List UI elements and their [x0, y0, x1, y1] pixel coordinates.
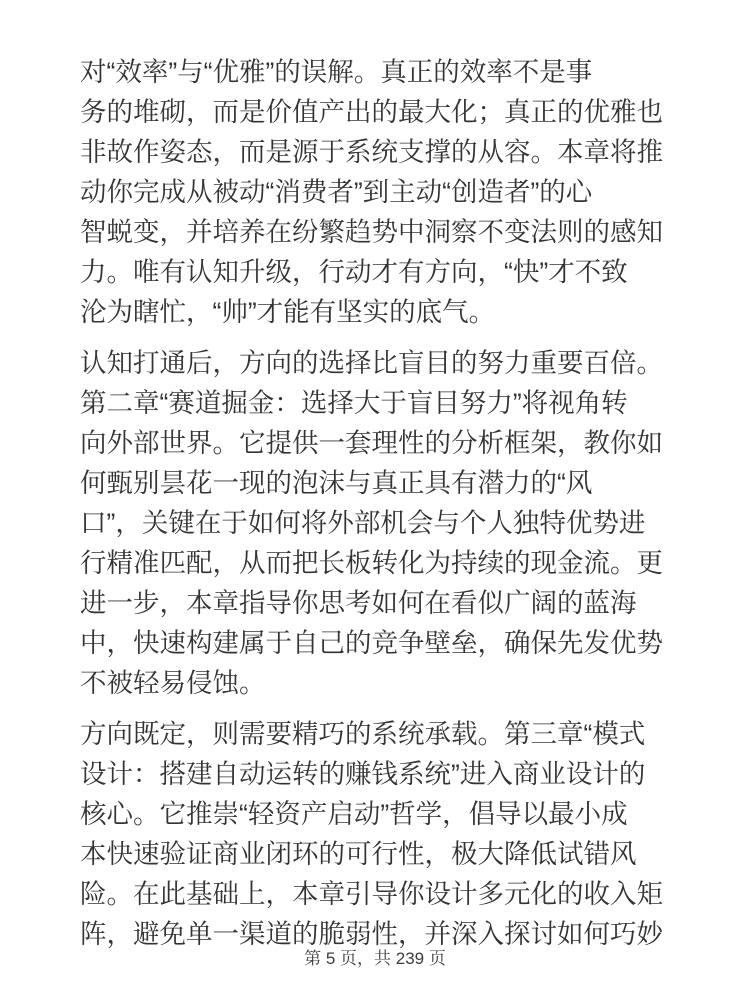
text-line: 险。在此基础上，本章引导你设计多元化的收入矩 — [80, 879, 663, 909]
paragraph — [80, 343, 672, 703]
text-line: 对“效率”与“优雅”的误解。真正的效率不是事 — [80, 57, 593, 87]
paragraphs-container — [80, 52, 672, 965]
text-line: 力。唯有认知升级，行动才有方向，“快”才不致 — [80, 257, 628, 287]
text-line: 沦为瞎忙，“帅”才能有坚实的底气。 — [80, 297, 496, 327]
text-line: 进一步，本章指导你思考如何在看似广阔的蓝海 — [80, 588, 637, 618]
text-line: 动你完成从被动“消费者”到主动“创造者”的心 — [80, 177, 593, 207]
page-footer: 第 5 页，共 239 页 — [304, 949, 446, 968]
text-line: 智蜕变，并培养在纷繁趋势中洞察不变法则的感知 — [80, 217, 663, 247]
text-line: 第二章“赛道掘金：选择大于盲目努力”将视角转 — [80, 388, 628, 418]
text-line: 务的堆砌，而是价值产出的最大化；真正的优雅也 — [80, 97, 663, 127]
text-line: 本快速验证商业闭环的可行性，极大降低试错风 — [80, 839, 637, 869]
text-line: 认知打通后，方向的选择比盲目的努力重要百倍。 — [80, 348, 663, 378]
text-line: 中，快速构建属于自己的竞争壁垒，确保先发优势 — [80, 628, 663, 658]
text-line: 不被轻易侵蚀。 — [80, 668, 266, 698]
text-line: 方向既定，则需要精巧的系统承载。第三章“模式 — [80, 719, 646, 749]
text-line: 口”，关键在于如何将外部机会与个人独特优势进 — [80, 508, 646, 538]
text-line: 何甄别昙花一现的泡沫与真正具有潜力的“风 — [80, 468, 593, 498]
text-line: 设计：搭建自动运转的赚钱系统”进入商业设计的 — [80, 759, 646, 789]
text-line: 阵，避免单一渠道的脆弱性，并深入探讨如何巧妙 — [80, 919, 663, 949]
paragraph — [80, 714, 672, 954]
paragraph — [80, 52, 672, 332]
text-line: 非故作姿态，而是源于系统支撑的从容。本章将推 — [80, 137, 663, 167]
text-line: 行精准匹配，从而把长板转化为持续的现金流。更 — [80, 548, 663, 578]
text-line: 向外部世界。它提供一套理性的分析框架，教你如 — [80, 428, 663, 458]
text-line: 核心。它推崇“轻资产启动”哲学，倡导以最小成 — [80, 799, 628, 829]
